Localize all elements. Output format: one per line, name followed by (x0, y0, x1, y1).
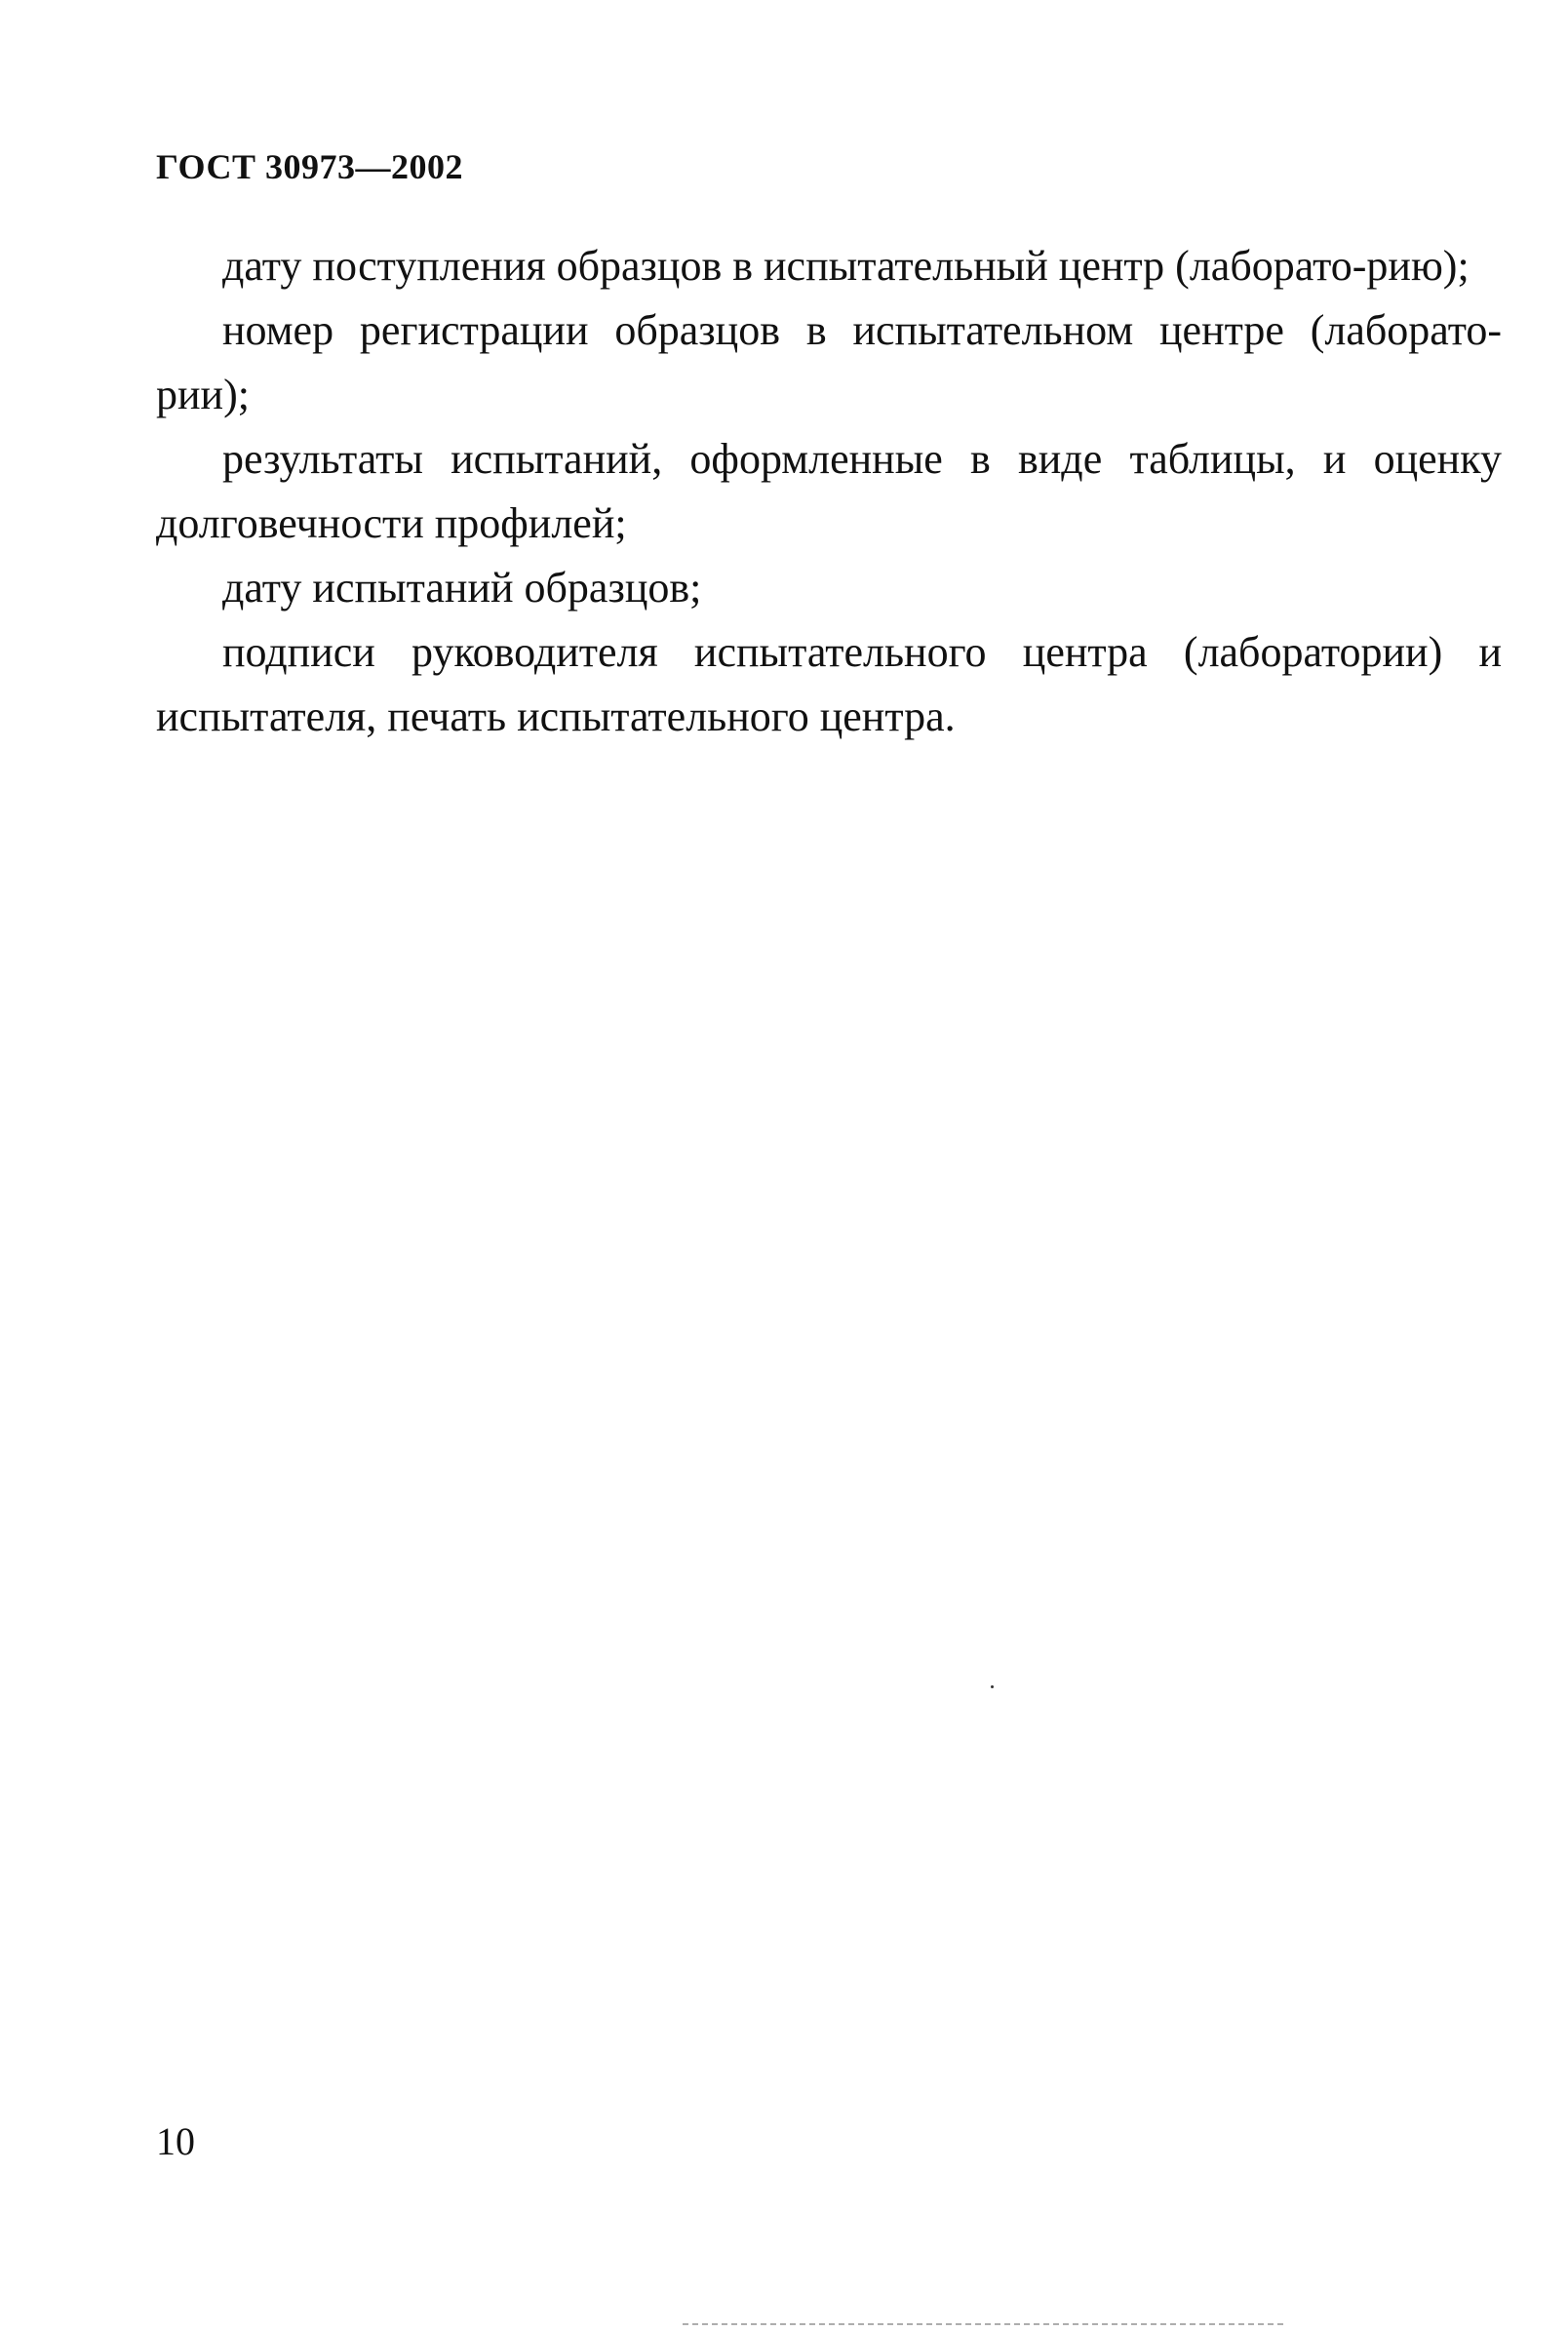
page-number: 10 (156, 2119, 195, 2163)
paragraph-registration-number: номер регистрации образцов в испытательном центре (лаборато-рии); (156, 306, 1502, 418)
paragraph-test-date: дату испытаний образцов; (222, 564, 702, 612)
standard-designation: ГОСТ 30973—2002 (156, 147, 463, 186)
paragraph-test-results: результаты испытаний, оформленные в виде таблицы, и оценку долговечности профилей; (156, 435, 1502, 547)
scan-artifact-line (683, 2323, 1287, 2325)
scan-speck (991, 1685, 994, 1688)
paragraph-sample-receipt-date: дату поступления образцов в испытательный центр (лаборато-рию); (222, 242, 1470, 290)
paragraph-signatures: подписи руководителя испытательного центра (лаборатории) и испытателя, печать испытательного центра. (156, 628, 1502, 740)
body-text (156, 234, 1502, 749)
